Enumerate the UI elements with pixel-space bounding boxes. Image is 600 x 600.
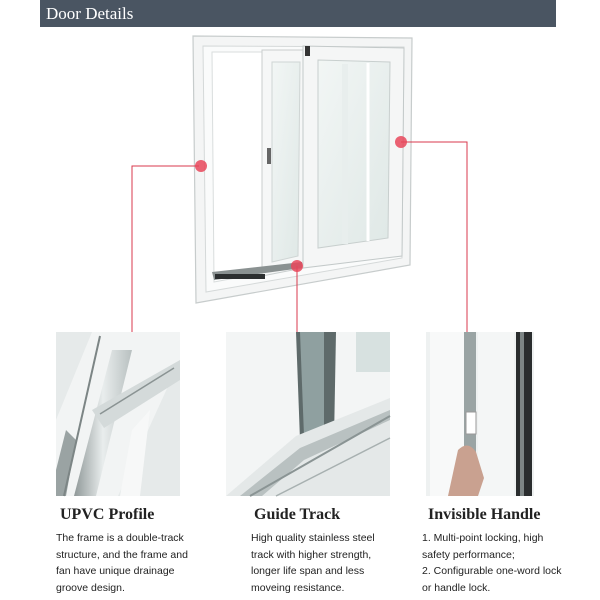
sliding-window-image [193,36,412,303]
feature-description-upvc-profile [56,530,188,596]
description-line: fan have unique drainage [56,565,175,577]
description-line: safety performance; [422,548,515,561]
upvc-profile-photo [56,332,180,496]
description-line: 2. Configurable one-word lock [422,565,562,577]
invisible-handle-photo [426,332,534,496]
callout-line-profile [132,166,199,340]
feature-title-invisible-handle: Invisible Handle [428,506,541,523]
description-line: High quality stainless steel [251,532,375,544]
description-line: The frame is a double-track [56,532,184,544]
callout-dot-handle [395,136,407,148]
feature-description-guide-track [251,530,375,596]
feature-title-guide-track: Guide Track [254,506,341,523]
callout-dot-profile [195,160,207,172]
description-line: structure, and the frame and [56,548,188,561]
description-line: moveing resistance. [251,581,345,594]
description-line: groove design. [56,581,125,594]
feature-title-upvc-profile: UPVC Profile [60,506,155,523]
callout-dot-track [291,260,303,272]
guide-track-photo [226,332,390,496]
description-line: 1. Multi-point locking, high [422,532,544,544]
description-line: or handle lock. [422,581,491,594]
description-line: longer life span and less [251,565,365,577]
description-line: track with higher strength, [251,548,372,561]
feature-description-invisible-handle [422,530,562,596]
section-title: Door Details [46,4,134,23]
